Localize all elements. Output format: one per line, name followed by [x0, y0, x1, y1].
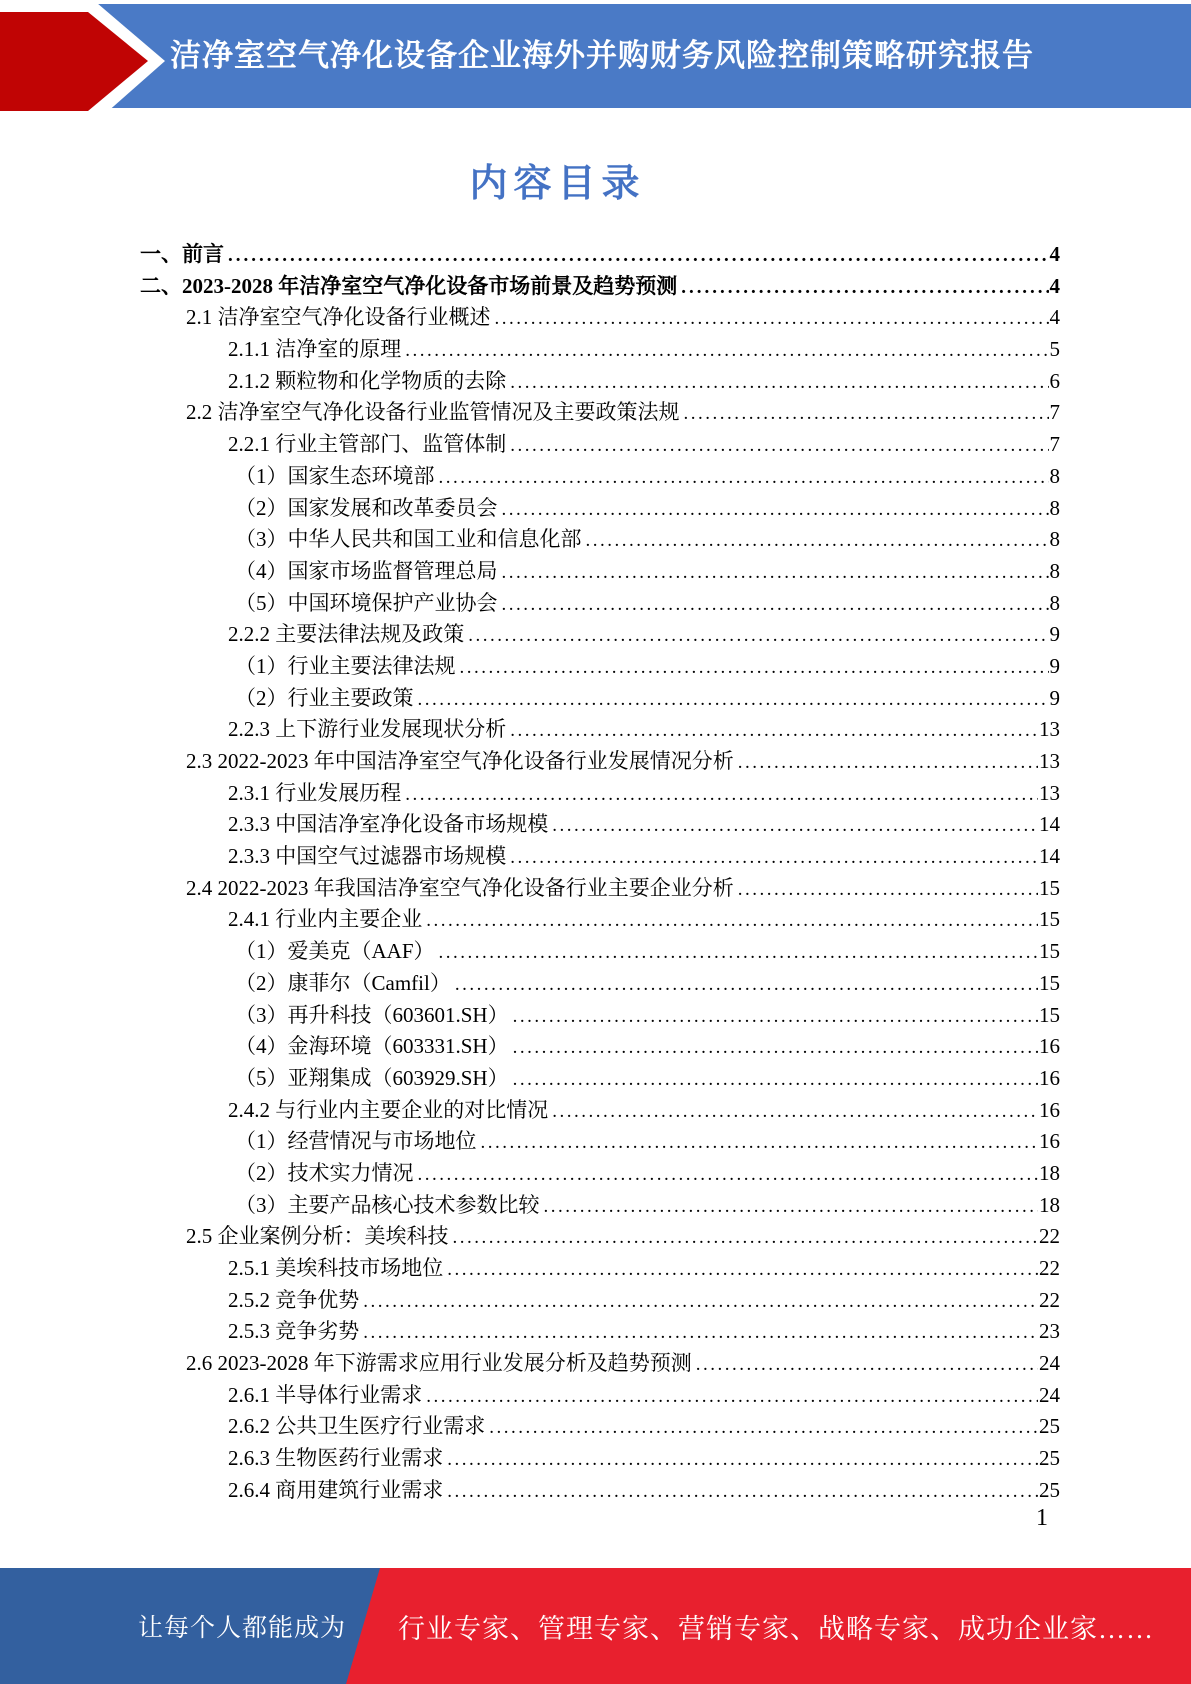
toc-entry-page: 16 — [1039, 1065, 1060, 1090]
toc-entry-page: 5 — [1049, 337, 1060, 362]
toc-entry-dot-leader — [495, 303, 1049, 335]
toc-entry-label: 2.2.3 上下游行业发展现状分析 — [228, 717, 507, 742]
toc-entry — [140, 1190, 1060, 1222]
toc-entry-label: 2.5.3 竞争劣势 — [228, 1319, 360, 1344]
toc-entry — [140, 1475, 1060, 1507]
toc-entry-label: 二、2023-2028 年洁净室空气净化设备市场前景及趋势预测 — [140, 273, 678, 298]
toc-entry-page: 16 — [1039, 1129, 1060, 1154]
toc-entry — [140, 1348, 1060, 1380]
toc-entry-dot-leader — [426, 1381, 1038, 1413]
toc-entry-page: 4 — [1049, 242, 1060, 266]
toc-entry-label: （1）经营情况与市场地位 — [235, 1129, 477, 1154]
toc-entry-page: 15 — [1039, 875, 1060, 900]
toc-entry — [140, 1411, 1060, 1443]
toc-entry — [140, 683, 1060, 715]
toc-entry-label: 2.4.2 与行业内主要企业的对比情况 — [228, 1097, 549, 1122]
toc-entry-page: 4 — [1049, 305, 1060, 330]
toc-entry-label: （1）爱美克（AAF） — [235, 939, 435, 964]
toc-entry-dot-leader — [552, 810, 1038, 842]
toc-entry-label: 2.6.3 生物医药行业需求 — [228, 1446, 444, 1471]
toc-entry-label: （1）国家生态环境部 — [235, 463, 435, 488]
toc-entry-label: （5）中国环境保护产业协会 — [235, 590, 498, 615]
toc-entry-label: （4）国家市场监督管理总局 — [235, 558, 498, 583]
toc-entry — [140, 809, 1060, 841]
toc-entry-dot-leader — [418, 684, 1049, 716]
toc-entry-page: 15 — [1039, 1002, 1060, 1027]
toc-entry-page: 24 — [1039, 1351, 1060, 1376]
toc-entry-label: 2.1.2 颗粒物和化学物质的去除 — [228, 368, 507, 393]
toc-entry-page: 25 — [1039, 1446, 1060, 1471]
toc-entry-page: 9 — [1049, 622, 1060, 647]
toc-entry-page: 8 — [1049, 590, 1060, 615]
toc-entry-dot-leader — [447, 1444, 1038, 1476]
toc-entry — [140, 1095, 1060, 1127]
toc-entry-page: 9 — [1049, 685, 1060, 710]
toc-entry — [140, 714, 1060, 746]
toc-entry-dot-leader — [447, 1476, 1038, 1508]
toc-entry-dot-leader — [544, 1191, 1039, 1223]
toc-entry-dot-leader — [426, 905, 1038, 937]
toc-entry — [140, 1443, 1060, 1475]
toc-entry-label: 2.3.1 行业发展历程 — [228, 780, 402, 805]
toc-entry-dot-leader — [405, 779, 1038, 811]
toc-entry-label: （3）主要产品核心技术参数比较 — [235, 1192, 540, 1217]
toc-entry — [140, 904, 1060, 936]
toc-entry-label: 2.6.1 半导体行业需求 — [228, 1382, 423, 1407]
toc-entry-label: （2）国家发展和改革委员会 — [235, 495, 498, 520]
toc-list — [140, 239, 1060, 1507]
toc-entry — [140, 397, 1060, 429]
toc-entry-label: 2.5.2 竞争优势 — [228, 1287, 360, 1312]
toc-entry — [140, 1316, 1060, 1348]
toc-entry-dot-leader — [510, 430, 1048, 462]
toc-entry — [140, 588, 1060, 620]
toc-entry-page: 9 — [1049, 653, 1060, 678]
toc-entry-dot-leader — [363, 1286, 1038, 1318]
toc-entry-page: 13 — [1039, 717, 1060, 742]
report-title: 洁净室空气净化设备企业海外并购财务风险控制策略研究报告 — [170, 37, 1034, 73]
toc-entry-label: （2）行业主要政策 — [235, 685, 414, 710]
toc-entry-dot-leader — [455, 969, 1038, 1001]
toc-entry-dot-leader — [502, 557, 1049, 589]
toc-entry-label: （2）康菲尔（Camfil） — [235, 970, 451, 995]
toc-entry-page: 8 — [1049, 527, 1060, 552]
toc-entry-page: 7 — [1049, 432, 1060, 457]
toc-entry — [140, 841, 1060, 873]
toc-entry — [140, 302, 1060, 334]
toc-entry-page: 8 — [1049, 463, 1060, 488]
toc-entry — [140, 1285, 1060, 1317]
toc-entry-page: 18 — [1039, 1192, 1060, 1217]
toc-entry — [140, 556, 1060, 588]
toc-entry — [140, 461, 1060, 493]
toc-entry-page: 25 — [1039, 1477, 1060, 1502]
toc-entry-dot-leader — [586, 525, 1049, 557]
toc-entry — [140, 651, 1060, 683]
toc-entry-dot-leader — [510, 367, 1048, 399]
toc-entry-page: 7 — [1049, 400, 1060, 425]
toc-entry-page: 13 — [1039, 780, 1060, 805]
toc-entry-dot-leader — [439, 462, 1049, 494]
toc-entry-page: 24 — [1039, 1382, 1060, 1407]
toc-entry-label: 2.2.1 行业主管部门、监管体制 — [228, 432, 507, 457]
toc-entry-dot-leader — [696, 1349, 1038, 1381]
toc-entry — [140, 968, 1060, 1000]
toc-entry-page: 14 — [1039, 844, 1060, 869]
toc-entry-label: 2.4.1 行业内主要企业 — [228, 907, 423, 932]
toc-entry-dot-leader — [513, 1064, 1038, 1096]
toc-entry-dot-leader — [738, 747, 1038, 779]
toc-entry-page: 15 — [1039, 939, 1060, 964]
toc-entry — [140, 746, 1060, 778]
toc-entry-label: 2.6 2023-2028 年下游需求应用行业发展分析及趋势预测 — [186, 1351, 692, 1376]
toc-entry — [140, 271, 1060, 303]
toc-entry-page: 25 — [1039, 1414, 1060, 1439]
toc-entry — [140, 1126, 1060, 1158]
toc-entry-dot-leader — [405, 335, 1048, 367]
toc-entry-label: （2）技术实力情况 — [235, 1160, 414, 1185]
toc-entry-dot-leader — [681, 272, 1048, 304]
toc-entry-page: 23 — [1039, 1319, 1060, 1344]
toc-entry-page: 8 — [1049, 495, 1060, 520]
toc-entry-dot-leader — [502, 494, 1049, 526]
page-number: 1 — [1036, 1505, 1048, 1531]
toc-entry-page: 16 — [1039, 1097, 1060, 1122]
toc-entry-dot-leader — [684, 398, 1049, 430]
toc-entry-dot-leader — [502, 589, 1049, 621]
toc-entry-label: 2.1.1 洁净室的原理 — [228, 337, 402, 362]
toc-entry-label: （4）金海环境（603331.SH） — [235, 1034, 509, 1059]
toc-entry — [140, 1380, 1060, 1412]
toc-entry-page: 22 — [1039, 1224, 1060, 1249]
toc-entry-page: 15 — [1039, 907, 1060, 932]
toc-entry-dot-leader — [510, 842, 1038, 874]
toc-entry-dot-leader — [460, 652, 1049, 684]
toc-entry — [140, 1221, 1060, 1253]
toc-entry-dot-leader — [418, 1159, 1039, 1191]
toc-entry-label: 2.1 洁净室空气净化设备行业概述 — [186, 305, 491, 330]
toc-entry-page: 16 — [1039, 1034, 1060, 1059]
toc-entry-page: 8 — [1049, 558, 1060, 583]
toc-entry — [140, 1031, 1060, 1063]
toc-entry — [140, 778, 1060, 810]
toc-entry-page: 14 — [1039, 812, 1060, 837]
toc-heading: 内容目录 — [469, 163, 646, 205]
toc-entry-dot-leader — [513, 1032, 1038, 1064]
toc-entry — [140, 936, 1060, 968]
toc-entry — [140, 334, 1060, 366]
toc-entry-label: 一、前言 — [140, 242, 224, 266]
toc-entry-dot-leader — [228, 240, 1049, 272]
toc-entry-label: 2.6.2 公共卫生医疗行业需求 — [228, 1414, 486, 1439]
toc-entry-label: （5）亚翔集成（603929.SH） — [235, 1065, 509, 1090]
toc-entry-dot-leader — [447, 1254, 1038, 1286]
toc-entry-dot-leader — [510, 715, 1038, 747]
toc-entry-dot-leader — [513, 1001, 1038, 1033]
toc-entry — [140, 366, 1060, 398]
toc-entry-dot-leader — [363, 1317, 1038, 1349]
toc-entry-dot-leader — [481, 1127, 1039, 1159]
toc-entry-page: 13 — [1039, 749, 1060, 773]
toc-entry-page: 22 — [1039, 1256, 1060, 1280]
toc-entry-page: 15 — [1039, 970, 1060, 995]
toc-entry — [140, 619, 1060, 651]
toc-entry-dot-leader — [738, 874, 1038, 906]
toc-entry-dot-leader — [439, 937, 1038, 969]
toc-entry — [140, 524, 1060, 556]
toc-entry — [140, 493, 1060, 525]
toc-entry-page: 6 — [1049, 368, 1060, 393]
toc-entry-label: 2.3.3 中国空气过滤器市场规模 — [228, 844, 507, 869]
toc-entry-page: 18 — [1039, 1160, 1060, 1185]
toc-entry — [140, 873, 1060, 905]
toc-entry-label: （3）中华人民共和国工业和信息化部 — [235, 527, 582, 552]
toc-entry — [140, 429, 1060, 461]
toc-entry-label: 2.2.2 主要法律法规及政策 — [228, 622, 465, 647]
toc-entry-page: 4 — [1049, 273, 1060, 298]
toc-entry — [140, 1158, 1060, 1190]
footer-slogan-left: 让每个人都能成为 — [137, 1615, 346, 1642]
toc-entry — [140, 1253, 1060, 1285]
toc-entry-dot-leader — [552, 1096, 1038, 1128]
toc-entry-label: 2.5 企业案例分析：美埃科技 — [186, 1224, 449, 1249]
toc-entry-label: 2.4 2022-2023 年我国洁净室空气净化设备行业主要企业分析 — [186, 875, 734, 900]
toc-entry-dot-leader — [453, 1222, 1039, 1254]
footer-slogan-right: 行业专家、管理专家、营销专家、战略专家、成功企业家…… — [398, 1613, 1154, 1644]
toc-entry-dot-leader — [489, 1412, 1038, 1444]
toc-entry-label: 2.3.3 中国洁净室净化设备市场规模 — [228, 812, 549, 837]
toc-entry-label: 2.2 洁净室空气净化设备行业监管情况及主要政策法规 — [186, 400, 680, 425]
toc-entry — [140, 239, 1060, 271]
toc-entry-label: 2.3 2022-2023 年中国洁净室空气净化设备行业发展情况分析 — [186, 749, 734, 773]
toc-entry-dot-leader — [468, 620, 1048, 652]
toc-entry-label: 2.5.1 美埃科技市场地位 — [228, 1256, 444, 1280]
toc-entry-page: 22 — [1039, 1287, 1060, 1312]
toc-entry-label: 2.6.4 商用建筑行业需求 — [228, 1477, 444, 1502]
toc-entry-label: （1）行业主要法律法规 — [235, 653, 456, 678]
toc-entry-label: （3）再升科技（603601.SH） — [235, 1002, 509, 1027]
toc-entry — [140, 1000, 1060, 1032]
toc-entry — [140, 1063, 1060, 1095]
footer-banner — [0, 1568, 1191, 1684]
